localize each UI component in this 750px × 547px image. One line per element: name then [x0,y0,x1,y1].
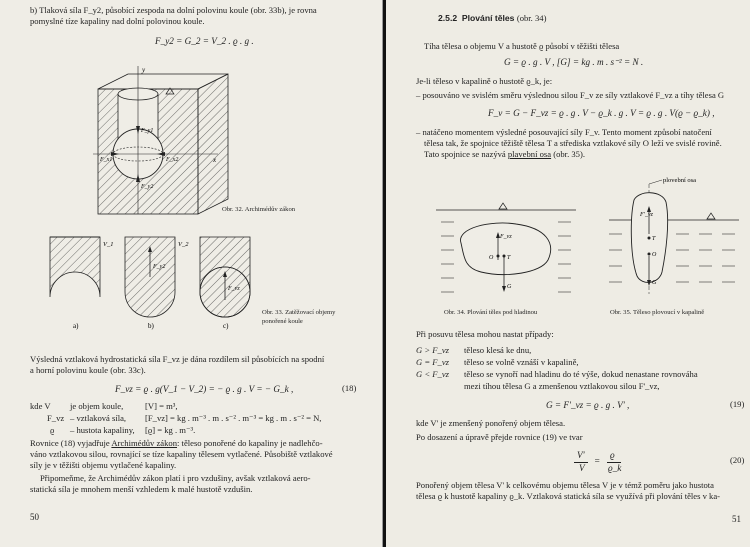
figure-34-submerged-body [436,198,576,308]
text-line: b) Tlaková síla F_y2, působící zespoda na dolní polovinu koule (obr. 33b), je rovna [30,5,317,15]
equation: F_v = G − F_vz = ϱ . g . V − ϱ_k . g . V = ϱ . g . V(ϱ − ϱ_k) , [488,108,715,118]
where-desc: je objem koule, [70,401,124,411]
force-label: F_vz [500,234,512,240]
figure-32-archimedes [88,64,238,219]
volume-label: V_1 [103,241,114,248]
where-symbol: F_vz [47,413,65,423]
text-line: – posouváno ve svislém směru výslednou silou F_v ze síly vztlakové F_vz a tíhy tělesa G [416,90,725,100]
text-line: Tíha tělesa o objemu V a hustotě ϱ působí v těžišti tělesa [424,41,620,51]
text-line: Výsledná vztlaková hydrostatická síla F_vz je dána rozdílem sil působících na spodní [30,354,325,364]
figure-caption: ponořené koule [262,318,303,325]
point-label: O [489,255,494,261]
equation: F_vz = ϱ . g(V_1 − V_2) = − ϱ . g . V = − G_k , [115,384,294,394]
page-number: 50 [30,512,39,522]
subfigure-label: b) [148,322,154,330]
case-continuation: mezi tíhou tělesa G a zmenšenou vztlakovou silou F'_vz, [464,381,660,391]
fraction-numerator: ϱ [610,450,615,460]
equation: G = F'_vz = ϱ . g . V' , [546,400,630,410]
force-label: G [652,280,657,286]
force-label: F_vz [228,286,240,292]
text-line: kde V' je zmenšený ponořený objem tělesa. [416,418,566,428]
figure-caption: Obr. 32. Archimédův zákon [222,206,296,213]
figure-caption: Obr. 34. Plování těles pod hladinou [444,309,538,316]
text-line: Rovnice (18) vyjadřuje Archimédův zákon: těleso ponořené do kapaliny je nadlehčo- [30,438,323,448]
text-line: pomyslné tíze kapaliny nad dolní polovinou koule. [30,16,205,26]
text-line: Je-li těleso v kapalině o hustotě ϱ_k, je: [416,76,553,86]
text-line: tělesa ϱ k hustotě kapaliny ϱ_k. Vztlaková statická síla se využívá při plování těles v ka- [416,491,721,501]
subfigure-label: c) [223,322,229,330]
case-text: těleso se vynoří nad hladinu do té výše, dokud nenastane rovnováha [464,369,698,379]
where-desc: – hustota kapaliny, [70,425,135,435]
case-condition: G < F_vz [416,369,450,379]
volume-label: V_2 [178,241,189,248]
force-label: F_x2 [166,157,179,163]
fraction-denominator: ϱ_k [608,463,622,473]
text-line: váno vztlakovou silou, rovnající se tíze kapaliny tělesem vytlačené. Působiště vztlakové [30,449,333,459]
text-line: tělesa tak, že spojnice těžiště tělesa T a střediska vztlakové síly O leží ve svislé rovině. [424,138,722,148]
point-label: T [652,236,656,242]
text-line: statická síla je mnohem menší vzhledem k malé hustotě vzdušin. [30,484,253,494]
where-unit: [F_vz] = kg . m⁻³ . m . s⁻² . m⁻³ = kg . m . s⁻² = N, [145,413,322,423]
page-number: 51 [732,514,741,524]
text-line: a horní polovinu koule (obr. 33c). [30,365,146,375]
text-line: Ponořený objem tělesa V' k celkovému objemu tělesa V je v témž poměru jako hustota [416,480,714,490]
case-condition: G > F_vz [416,345,450,355]
text-line: – natáčeno momentem výsledné posouvající síly F_v. Tento moment způsobí natočení [416,127,712,137]
where-unit: [ϱ] = kg . m⁻³. [145,425,196,435]
figure-35-floating-body [604,172,744,302]
equation-number: (20) [730,455,745,465]
fraction-denominator: V [579,463,585,473]
case-text: těleso se volně vznáší v kapalině, [464,357,579,367]
case-text: těleso klesá ke dnu, [464,345,532,355]
text-line: Při posuvu tělesa mohou nastat případy: [416,329,554,339]
axis-x-label: x [213,156,217,164]
axis-y-label: y [142,66,146,74]
text-line: Tato spojnice se nazývá plavební osa (obr. 35). [424,149,585,159]
text-line: síly je v těžišti objemu vytlačené kapaliny. [30,460,177,470]
case-condition: G = F_vz [416,357,450,367]
fraction-numerator: V' [577,450,585,460]
text-line: Připomeňme, že Archimédův zákon platí i pro vzdušiny, avšak vztlaková aero- [40,473,311,483]
figure-caption: Obr. 35. Těleso plovoucí v kapalině [610,309,705,316]
text-line: Po dosazení a úpravě přejde rovnice (19) ve tvar [416,432,583,442]
force-label: F_y2 [141,184,154,190]
axis-label: plovební osa [663,177,697,184]
equation-number: (18) [342,383,357,393]
subfigure-label: a) [73,322,79,330]
figure-33-loading-volumes [45,232,265,332]
plavebni-osa-link: plavební osa [507,149,552,159]
where-symbol: kde V [30,401,51,411]
equation: G = ϱ . g . V , [G] = kg . m . s⁻² = N . [504,57,644,67]
equals-sign: = [594,456,601,466]
force-label: F_y1 [141,128,154,134]
point-label: T [507,255,511,261]
force-label: F_x1 [100,157,113,163]
where-unit: [V] = m³, [145,401,178,411]
archimedes-law-link: Archimédův zákon [111,438,178,448]
section-heading: 2.5.2 Plování těles (obr. 34) [438,13,547,23]
where-symbol: ϱ [50,425,55,435]
right-page [386,0,750,547]
force-label: F_y2 [153,264,166,270]
point-label: O [652,252,657,258]
force-label: G [507,284,512,290]
figure-caption: Obr. 33. Zatěžovací objemy [262,309,336,316]
force-label: F'_vz [640,212,653,218]
equation: F_y2 = G_2 = V_2 . ϱ . g . [155,36,254,46]
equation-number: (19) [730,399,745,409]
where-desc: – vztlaková síla, [70,413,127,423]
